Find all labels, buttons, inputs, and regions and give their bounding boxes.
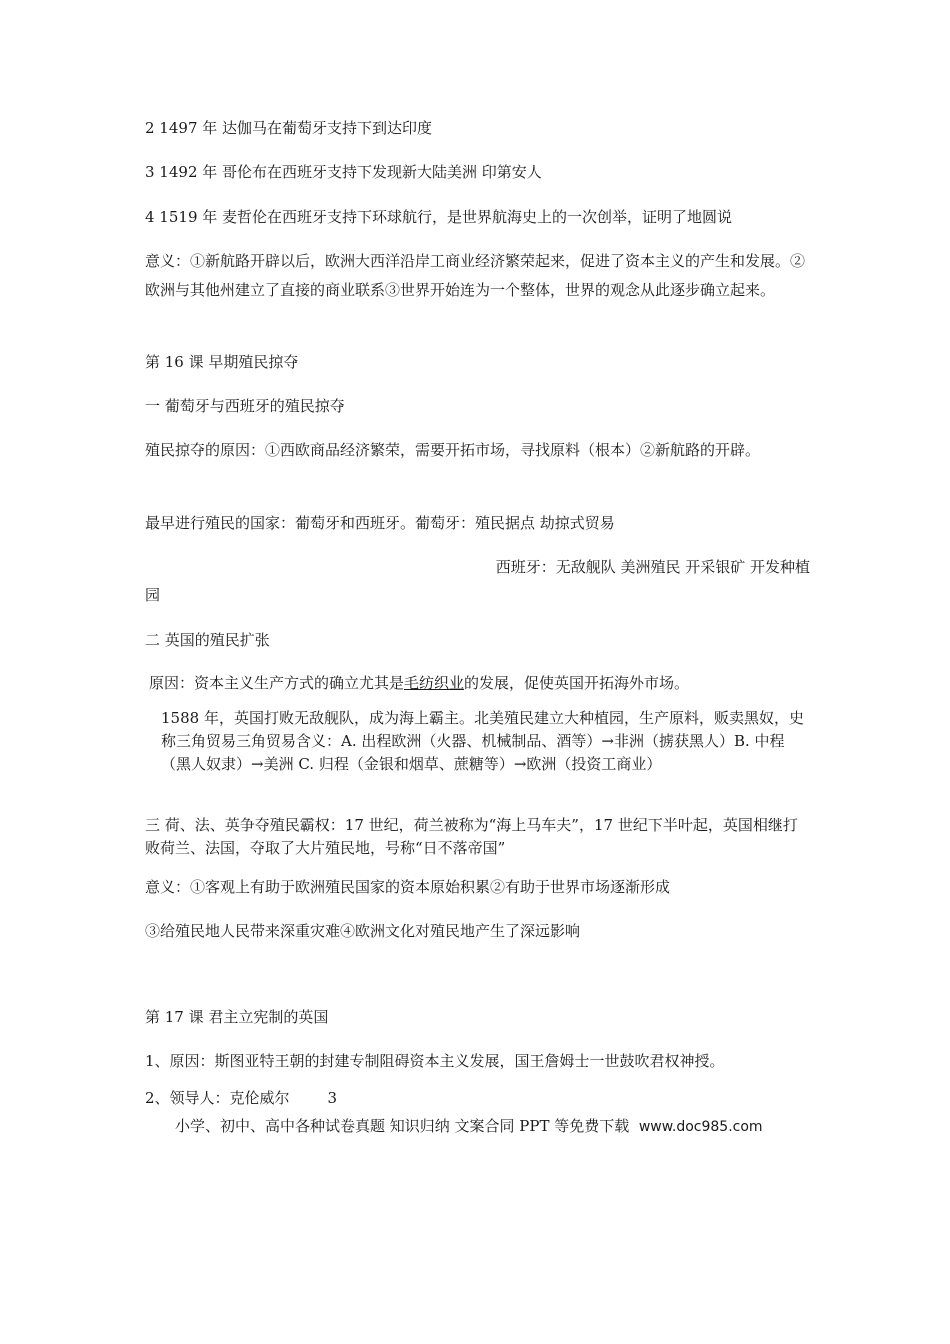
text-line: 园 — [145, 586, 161, 604]
text-line: 1、原因：斯图亚特王朝的封建专制阻碍资本主义发展，国王詹姆士一世鼓吹君权神授。 — [145, 1052, 725, 1070]
footer-link[interactable]: www.doc985.com — [638, 1119, 763, 1135]
footer-text: 小学、初中、高中各种试卷真题 知识归纳 文案合同 PPT 等免费下载 — [175, 1117, 630, 1135]
text-line: 3 1492 年 哥伦布在西班牙支持下发现新大陆美洲 印第安人 — [145, 163, 542, 181]
page-number: 3 — [327, 1089, 338, 1107]
text-line: ③给殖民地人民带来深重灾难④欧洲文化对殖民地产生了深远影响 — [145, 922, 581, 940]
text-line: 4 1519 年 麦哲伦在西班牙支持下环球航行，是世界航海史上的一次创举，证明了地圆说 — [145, 208, 733, 226]
text-line: 2 1497 年 达伽马在葡萄牙支持下到达印度 — [145, 119, 433, 137]
text-line: 最早进行殖民的国家：葡萄牙和西班牙。葡萄牙：殖民据点 劫掠式贸易 — [145, 514, 615, 532]
section-heading: 二 英国的殖民扩张 — [145, 631, 270, 649]
paragraph-reason: 殖民掠夺的原因：①西欧商品经济繁荣，需要开拓市场，寻找原料（根本）②新航路的开辟。 — [145, 441, 761, 459]
text-line: 意义：①客观上有助于欧洲殖民国家的资本原始积累②有助于世界市场逐渐形成 — [145, 878, 671, 896]
paragraph-hegemony: 三 荷、法、英争夺殖民霸权：17 世纪，荷兰被称为“海上马车夫”，17 世纪下半叶起，英国相继打败荷兰、法国，夺取了大片殖民地，号称“日不落帝国” — [145, 816, 798, 857]
lesson-heading-16: 第 16 课 早期殖民掠夺 — [145, 353, 299, 371]
text-line: 西班牙：无敌舰队 美洲殖民 开采银矿 开发种植 — [495, 558, 810, 576]
paragraph-significance: 意义：①新航路开辟以后，欧洲大西洋沿岸工商业经济繁荣起来，促进了资本主义的产生和发展。②欧洲与其他州建立了直接的商业联系③世界开始连为一个整体，世界的观念从此逐步确立起来。 — [145, 252, 806, 299]
paragraph-triangle-trade: 1588 年，英国打败无敌舰队，成为海上霸主。北美殖民建立大种植园，生产原料，贩卖黑奴，史称三角贸易三角贸易含义：A. 出程欧洲（火器、机械制品、酒等）→非洲（掳获黑人）B. 中程（黑人奴隶）→美洲 C. 归程（金银和烟草、蔗糖等）→欧洲（投资工商业） — [161, 709, 804, 773]
footer — [175, 1112, 763, 1141]
lesson-heading-17: 第 17 课 君主立宪制的英国 — [145, 1008, 329, 1026]
paragraph-uk-reason: 原因：资本主义生产方式的确立尤其是毛纺织业的发展，促使英国开拓海外市场。 — [149, 674, 690, 692]
section-heading: 一 葡萄牙与西班牙的殖民掠夺 — [145, 397, 345, 415]
text-line: 2、领导人：克伦威尔 3 — [145, 1089, 338, 1107]
underlined-term: 毛纺织业 — [404, 674, 465, 692]
